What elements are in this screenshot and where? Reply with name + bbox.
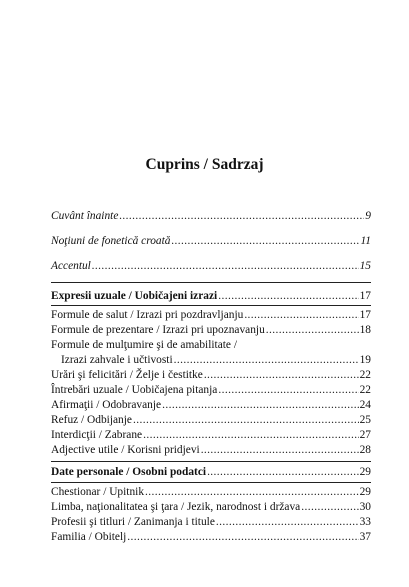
leader-dots — [204, 369, 359, 382]
leader-dots — [216, 516, 359, 529]
toc-entry-page: 17 — [359, 309, 371, 321]
toc-entry-page: 30 — [359, 501, 371, 513]
toc-entry-label: Formule de mulţumire şi de amabilitate / — [51, 339, 238, 351]
toc-entry-prohibitions[interactable] — [51, 429, 371, 442]
toc-section-common-expressions[interactable] — [51, 290, 371, 303]
toc-entry-label: Adjective utile / Korisni pridjevi — [51, 444, 200, 456]
leader-dots — [119, 210, 364, 223]
leader-dots — [266, 324, 359, 337]
leader-dots — [201, 444, 359, 457]
toc-entry-greetings[interactable] — [51, 309, 371, 322]
toc-entry-label: Limba, naţionalitatea şi ţara / Jezik, narodnost i država — [51, 501, 301, 513]
toc-entry-label-continued: Izrazi zahvale i učtivosti — [61, 354, 173, 366]
toc-entry-affirmations[interactable] — [51, 399, 371, 412]
toc-entry-page: 15 — [359, 260, 371, 272]
section-divider — [51, 482, 371, 483]
toc-entry-professions[interactable] — [51, 516, 371, 529]
toc-entry-thanks[interactable] — [51, 339, 371, 367]
leader-dots — [244, 309, 358, 322]
toc-entry-page: 9 — [365, 210, 371, 222]
toc-entry-language-nationality[interactable] — [51, 501, 371, 514]
toc-entry-wishes[interactable] — [51, 369, 371, 382]
leader-dots — [218, 290, 358, 303]
toc-entry-label: Urări şi felicitări / Želje i čestitke — [51, 369, 203, 381]
toc-entry-page: 37 — [359, 531, 371, 543]
toc-entry-page: 22 — [359, 384, 371, 396]
toc-entry-page: 28 — [359, 444, 371, 456]
toc-entry-phonetics[interactable] — [51, 235, 371, 248]
toc-entry-questions[interactable] — [51, 384, 371, 397]
leader-dots — [171, 235, 359, 248]
toc-entry-label: Accentul — [51, 260, 91, 272]
leader-dots — [162, 399, 359, 412]
page-title: Cuprins / Sadrzaj — [145, 156, 264, 173]
toc-entry-accent[interactable] — [51, 260, 371, 273]
section-divider — [51, 305, 371, 306]
toc-entry-label: Chestionar / Upitnik — [51, 486, 145, 498]
toc-entry-label: Formule de prezentare / Izrazi pri upoznavanju — [51, 324, 265, 336]
toc-entry-label: Formule de salut / Izrazi pri pozdravljanju — [51, 309, 244, 321]
toc-entry-label: Întrebări uzuale / Uobičajena pitanja — [51, 384, 218, 396]
toc-entry-page: 19 — [359, 354, 371, 366]
toc-entry-page: 18 — [359, 324, 371, 336]
toc-section-personal-data[interactable] — [51, 466, 371, 479]
toc-entry-family[interactable] — [51, 531, 371, 544]
leader-dots — [92, 260, 359, 273]
leader-dots — [218, 384, 358, 397]
toc-entry-page: 27 — [359, 429, 371, 441]
toc-entry-page: 25 — [359, 414, 371, 426]
toc-entry-introductions[interactable] — [51, 324, 371, 337]
toc-entry-adjectives[interactable] — [51, 444, 371, 457]
section-divider — [51, 461, 371, 462]
toc-entry-page: 24 — [359, 399, 371, 411]
toc-entry-page: 29 — [359, 466, 371, 478]
leader-dots — [207, 466, 359, 479]
toc-entry-label: Expresii uzuale / Uobičajeni izrazi — [51, 290, 218, 302]
leader-dots — [143, 429, 359, 442]
toc-entry-label: Afirmaţii / Odobravanje — [51, 399, 162, 411]
toc-entry-label: Date personale / Osobni podatci — [51, 466, 207, 478]
leader-dots — [127, 531, 358, 544]
toc-entry-page: 29 — [359, 486, 371, 498]
toc-entry-page: 11 — [360, 235, 371, 247]
leader-dots — [301, 501, 358, 514]
toc-entry-label: Noţiuni de fonetică croată — [51, 235, 171, 247]
toc-entry-label: Profesii şi titluri / Zanimanja i titule — [51, 516, 215, 528]
toc-entry-questionnaire[interactable] — [51, 486, 371, 499]
toc-entry-label: Refuz / Odbijanje — [51, 414, 132, 426]
toc-entry-label: Interdicţii / Zabrane — [51, 429, 143, 441]
toc-entry-foreword[interactable] — [51, 210, 371, 223]
toc-entry-label: Familia / Obitelj — [51, 531, 127, 543]
toc-entry-label: Cuvânt înainte — [51, 210, 119, 222]
leader-dots — [133, 414, 359, 427]
leader-dots — [174, 354, 359, 367]
leader-dots — [145, 486, 359, 499]
toc-entry-page: 17 — [359, 290, 371, 302]
toc-entry-page: 22 — [359, 369, 371, 381]
toc-entry-page: 33 — [359, 516, 371, 528]
toc-entry-refusal[interactable] — [51, 414, 371, 427]
section-divider — [51, 282, 371, 283]
